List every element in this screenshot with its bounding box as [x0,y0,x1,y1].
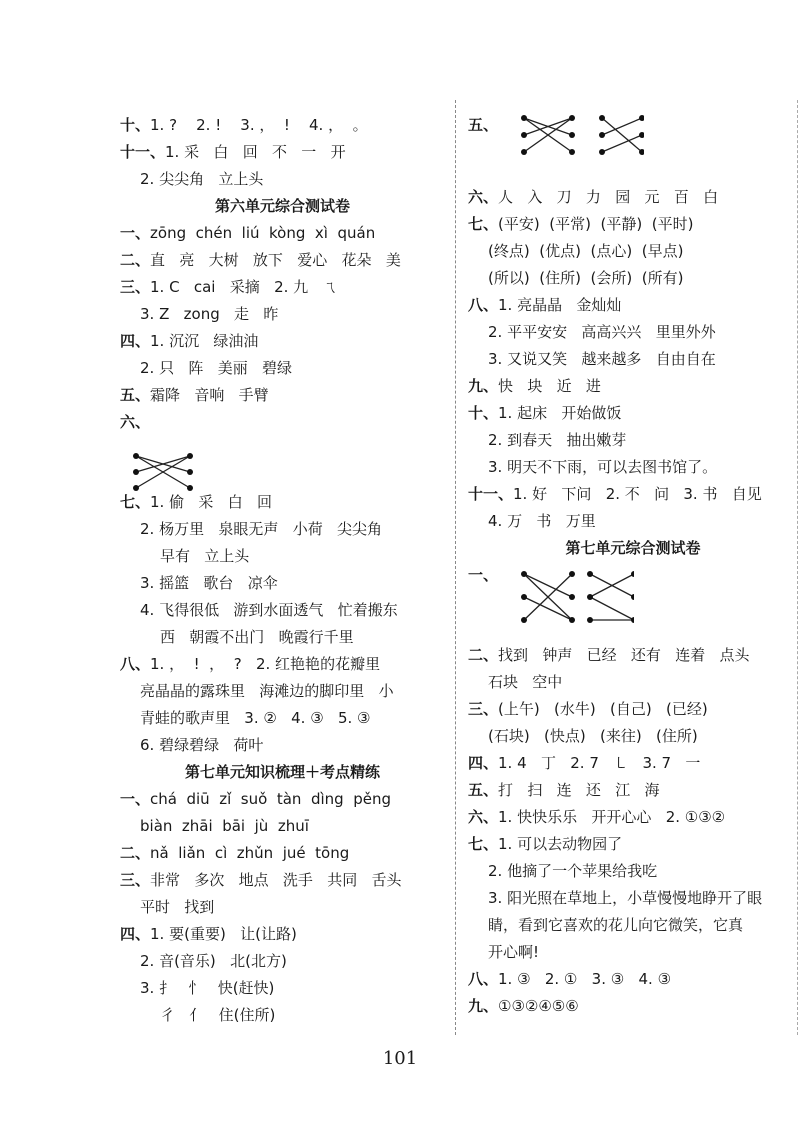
answer-line [120,678,445,705]
answer-text: 青蛙的歌声里 3. ② 4. ③ 5. ③ [140,709,371,727]
answer-text: 2. 尖尖角 立上头 [140,170,264,188]
question-number: 五、 [120,386,151,404]
question-number: 一、 [120,790,151,808]
answer-line [120,948,445,975]
match-line [524,574,572,597]
answer-text: 早有 立上头 [160,547,250,565]
section-title: 第七单元知识梳理＋考点精练 [184,763,380,781]
answer-text: 3. 扌 忄 快(赶快) [140,979,275,997]
answer-line [468,427,798,454]
answer-text: 2. 音(音乐) 北(北方) [140,952,287,970]
match-dot [521,115,527,121]
answer-line [120,301,445,328]
answer-line [120,355,445,382]
answer-line [120,894,445,921]
answer-line [120,328,445,355]
match-dot [587,594,593,600]
answer-text: 开心啊! [488,943,540,961]
matching-diagram [494,112,644,158]
answer-text: 平时 找到 [140,898,215,916]
answer-text: 彳 亻 住(住所) [160,1006,276,1024]
answer-text: 3. 又说又笑 越来越多 自由自在 [488,350,716,368]
match-dot [569,594,575,600]
answer-line [120,543,445,570]
answer-text: 1. 4 丁 2. 7 ㇄ 3. 7 一 [498,754,701,772]
answer-line [120,975,445,1002]
question-number: 五、 [468,781,499,799]
answer-line [120,651,445,678]
answer-text: 霜降 音响 手臂 [150,386,269,404]
answer-text: (终点) (优点) (点心) (早点) [488,242,684,260]
match-dot [521,617,527,623]
answer-line [468,723,798,750]
answer-line [468,831,798,858]
answer-text: 4. 万 书 万里 [488,512,596,530]
question-number: 六、 [468,808,499,826]
question-number: 六、 [120,413,151,431]
answer-line [468,400,798,427]
match-dot [587,571,593,577]
answer-text: 石块 空中 [488,673,563,691]
answer-line [120,382,445,409]
answer-line [120,813,445,840]
answer-text: 非常 多次 地点 洗手 共同 舌头 [150,871,402,889]
answer-text: (所以) (住所) (会所) (所有) [488,269,684,287]
answer-text: 睛，看到它喜欢的花儿向它微笑，它真 [488,916,744,934]
answer-text: 直 亮 大树 放下 爱心 花朵 美 [150,251,401,269]
question-number: 七、 [468,215,499,233]
answer-text: ①③②④⑤⑥ [498,997,579,1015]
question-number: 二、 [468,646,499,664]
question-number: 九、 [468,377,499,395]
match-dot [639,132,644,138]
match-line [590,597,634,620]
diagram-row [468,562,798,642]
answer-line [468,184,798,211]
answer-text: 西 朝霞不出门 晚霞行千里 [160,628,354,646]
answer-text: 1. 沉沉 绿油油 [150,332,259,350]
question-number: 一、 [468,566,499,584]
match-dot [133,485,139,491]
answer-line [120,840,445,867]
question-number: 八、 [468,970,499,988]
matching-diagram [128,450,198,494]
answer-text: 2. 到春天 抽出嫩芽 [488,431,627,449]
match-dot [569,617,575,623]
question-number: 一、 [120,224,151,242]
matching-diagram [494,568,634,626]
answer-text: biàn zhāi bāi jù zhuī [140,817,309,835]
answer-text: 2. 他摘了一个苹果给我吃 [488,862,658,880]
answer-text: 快 块 近 进 [498,377,601,395]
answer-line [468,211,798,238]
match-dot [569,571,575,577]
answer-line [468,454,798,481]
answer-text: 1. 好 下问 2. 不 问 3. 书 自见 [513,485,762,503]
question-number: 四、 [120,332,151,350]
answer-line [120,139,445,166]
answer-line [468,373,798,400]
answer-line [468,858,798,885]
section-title: 第六单元综合测试卷 [214,197,350,215]
question-number: 六、 [468,188,499,206]
answer-line [120,247,445,274]
answer-text: chá diū zǐ suǒ tàn dìng pěng [150,790,391,808]
answer-line [120,220,445,247]
answer-line [468,642,798,669]
answer-text: (上午) (水牛) (自己) (已经) [498,700,708,718]
answer-text: 3. 摇篮 歌台 凉伞 [140,574,278,592]
answer-text: 1. 要(重要) 让(让路) [150,925,297,943]
question-number: 四、 [120,925,151,943]
match-dot [187,469,193,475]
answer-text: 1. 起床 开始做饭 [498,404,622,422]
answer-line [120,597,445,624]
match-dot [569,115,575,121]
answer-line [468,696,798,723]
answer-line [468,750,798,777]
answer-line [468,481,798,508]
match-line [524,597,572,620]
answer-line [468,346,798,373]
match-dot [187,485,193,491]
match-dot [599,132,605,138]
answer-line [120,732,445,759]
answer-line [120,624,445,651]
diagram-row [120,409,445,489]
match-dot [631,594,634,600]
match-dot [569,149,575,155]
match-dot [521,132,527,138]
question-number: 八、 [468,296,499,314]
match-line [602,118,642,152]
match-line [602,135,642,152]
question-number: 十、 [120,116,151,134]
answer-text: (石块) (快点) (来往) (住所) [488,727,698,745]
answer-line [120,867,445,894]
answer-text: 1. 亮晶晶 金灿灿 [498,296,622,314]
right-column [468,112,798,1020]
answer-line [468,939,798,966]
question-number: 二、 [120,844,151,862]
answer-text: 6. 碧绿碧绿 荷叶 [140,736,264,754]
answer-line [468,292,798,319]
answer-line [468,804,798,831]
answer-text: 4. 飞得很低 游到水面透气 忙着搬东 [140,601,398,619]
question-number: 三、 [120,871,151,889]
answer-text: 3. 阳光照在草地上，小草慢慢地睁开了眼 [488,889,763,907]
answer-text: zōng chén liú kòng xì quán [150,224,376,242]
match-dot [133,453,139,459]
answer-line [120,705,445,732]
answer-line [468,993,798,1020]
answer-text: 1. ? 2. ! 3. ， ! 4. ， 。 [150,116,368,134]
answer-text: 打 扫 连 还 江 海 [498,781,660,799]
answer-text: 3. Z zong 走 昨 [140,305,279,323]
question-number: 九、 [468,997,499,1015]
answer-text: 1. 可以去动物园了 [498,835,623,853]
match-dot [639,115,644,121]
match-dot [521,149,527,155]
match-dot [587,617,593,623]
diagram-row [468,112,798,184]
answer-text: 1. 快快乐乐 开开心心 2. ①③② [498,808,726,826]
answer-text: 亮晶晶的露珠里 海滩边的脚印里 小 [140,682,394,700]
answer-line [120,166,445,193]
page-number: 101 [382,1048,418,1069]
answer-line [120,570,445,597]
match-dot [599,149,605,155]
answer-line [468,885,798,912]
answer-line [120,112,445,139]
match-dot [631,571,634,577]
answer-line [120,921,445,948]
match-dot [187,453,193,459]
answer-line [468,669,798,696]
answer-line [120,516,445,543]
answer-text: 1. 采 白 回 不 一 开 [165,143,346,161]
answer-text: 1. C cai 采摘 2. 九 ㄟ [150,278,338,296]
question-number: 二、 [120,251,151,269]
question-number: 三、 [468,700,499,718]
question-number: 八、 [120,655,151,673]
left-column [120,112,445,1029]
match-dot [599,115,605,121]
match-dot [631,617,634,623]
answer-text: (平安) (平常) (平静) (平时) [498,215,694,233]
match-dot [569,132,575,138]
answer-line [468,265,798,292]
answer-text: 2. 杨万里 泉眼无声 小荷 尖尖角 [140,520,382,538]
answer-text: 2. 平平安安 高高兴兴 里里外外 [488,323,716,341]
match-dot [521,571,527,577]
answer-line [468,966,798,993]
match-dot [133,469,139,475]
question-number: 十一、 [468,485,514,503]
section-title: 第七单元综合测试卷 [565,539,701,557]
answer-text: 3. 明天不下雨，可以去图书馆了。 [488,458,718,476]
match-line [602,118,642,135]
answer-text: 人 入 刀 力 园 元 百 白 [498,188,719,206]
answer-text: 1. ③ 2. ① 3. ③ 4. ③ [498,970,672,988]
column-divider [455,100,456,1035]
answer-line [120,1002,445,1029]
answer-text: 2. 只 阵 美丽 碧绿 [140,359,292,377]
question-number: 七、 [468,835,499,853]
answer-line [468,912,798,939]
answer-line [120,786,445,813]
match-dot [521,594,527,600]
answer-line [468,238,798,265]
question-number: 十一、 [120,143,166,161]
answer-text: 1. ， ! ， ? 2. 红艳艳的花瓣里 [150,655,381,673]
answer-text: 找到 钟声 已经 还有 连着 点头 [498,646,750,664]
answer-line [468,319,798,346]
question-number: 五、 [468,116,499,134]
question-number: 三、 [120,278,151,296]
answer-text: 1. 偷 采 白 回 [150,493,273,511]
question-number: 七、 [120,493,151,511]
answer-line [468,508,798,535]
answer-text: nǎ liǎn cì zhǔn jué tōng [150,844,350,862]
answer-line [120,274,445,301]
question-number: 四、 [468,754,499,772]
answer-line [468,777,798,804]
question-number: 十、 [468,404,499,422]
